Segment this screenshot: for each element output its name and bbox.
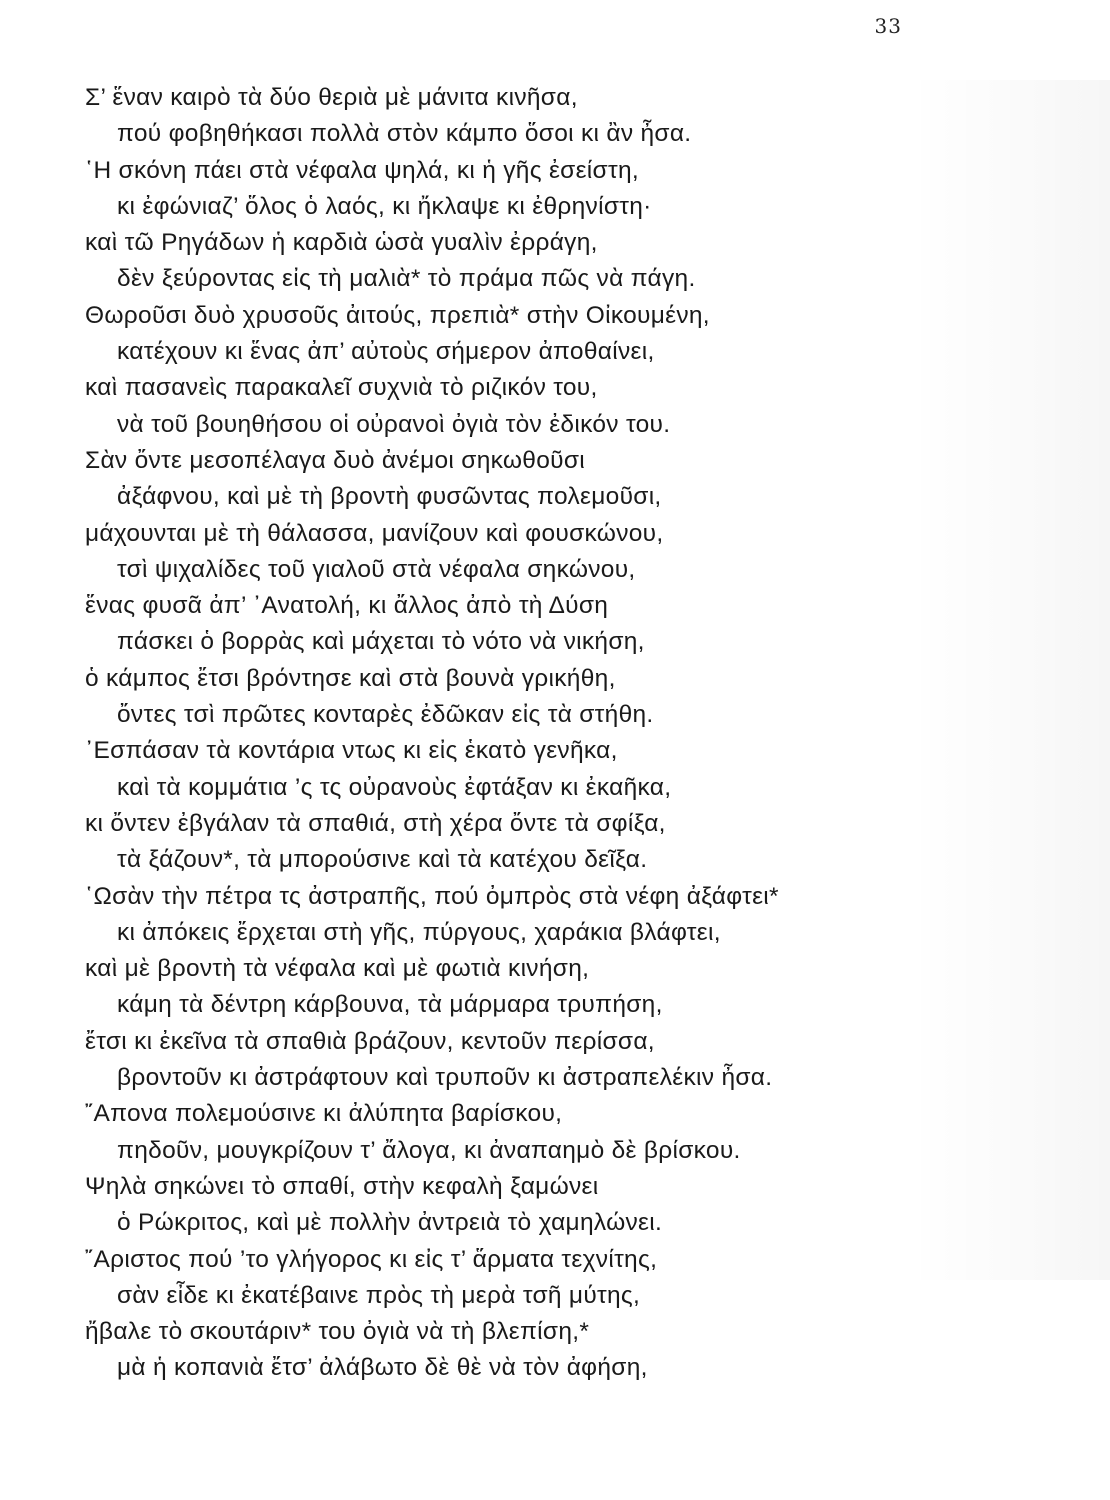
verse-line: ἔτσι κι ἐκεῖνα τὰ σπαθιὰ βράζουν, κεντοῦν περίσσα, [85,1027,655,1055]
verse-line: ῾Ωσὰν τὴν πέτρα τς ἀστραπῆς, πού ὀμπρὸς στὰ νέφη ἀξάφτει* [85,882,779,910]
verse-line: κι ἀπόκεις ἔρχεται στὴ γῆς, πύργους, χαράκια βλάφτει, [117,918,721,946]
verse-line: τσὶ ψιχαλίδες τοῦ γιαλοῦ στὰ νέφαλα σηκώνου, [117,555,636,583]
verse-line: νὰ τοῦ βουηθήσου οἱ οὐρανοὶ ὀγιὰ τὸν ἐδικόν του. [117,410,671,438]
verse-line: Θωροῦσι δυὸ χρυσοῦς ἀιτούς, πρεπιὰ* στὴν Οἰκουμένη, [85,301,710,329]
verse-line: ᾿Εσπάσαν τὰ κοντάρια ντως κι εἰς ἑκατὸ γενῆκα, [85,737,618,765]
verse-line: πού φοβηθήκασι πολλὰ στὸν κάμπο ὅσοι κι ἂν ἦσα. [117,120,692,148]
verse-line: ῾Η σκόνη πάει στὰ νέφαλα ψηλά, κι ἡ γῆς ἐσείστη, [85,156,639,184]
verse-line: ὁ κάμπος ἔτσι βρόντησε καὶ στὰ βουνὰ γρικήθη, [85,664,616,692]
verse-line: κατέχουν κι ἕνας ἀπ’ αὐτοὺς σήμερον ἀποθαίνει, [117,338,655,366]
verse-line: Ψηλὰ σηκώνει τὸ σπαθί, στὴν κεφαλὴ ξαμώνει [85,1172,599,1200]
verse-line: ῎Απονα πολεμούσινε κι ἀλύπητα βαρίσκου, [85,1100,563,1128]
verse-line: ὁ Ρώκριτος, καὶ μὲ πολλὴν ἀντρειὰ τὸ χαμηλώνει. [117,1209,663,1237]
verse-line: κι ἐφώνιαζ’ ὅλος ὁ λαός, κι ἤκλαψε κι ἐθρηνίστη· [117,192,652,220]
verse-line: κάμη τὰ δέντρη κάρβουνα, τὰ μάρμαρα τρυπήση, [117,991,663,1019]
verse-line: τὰ ξάζουν*, τὰ μπορούσινε καὶ τὰ κατέχου δεῖξα. [117,846,648,874]
verse-line: σὰν εἶδε κι ἐκατέβαινε πρὸς τὴ μερὰ τσῆ μύτης, [117,1281,641,1309]
verse-line: ἀξάφνου, καὶ μὲ τὴ βροντὴ φυσῶντας πολεμοῦσι, [117,483,662,511]
verse-line: βροντοῦν κι ἀστράφτουν καὶ τρυποῦν κι ἀστραπελέκιν ἦσα. [117,1064,773,1092]
verse-line: ἤβαλε τὸ σκουτάριν* του ὀγιὰ νὰ τὴ βλεπίση,* [85,1318,590,1346]
verse-line: καὶ μὲ βροντὴ τὰ νέφαλα καὶ μὲ φωτιὰ κινήση, [85,955,590,983]
verse-line: Σ’ ἕναν καιρὸ τὰ δύο θεριὰ μὲ μάνιτα κινῆσα, [85,84,578,111]
verse-line: ῎Αριστος πού ’το γλήγορος κι εἰς τ’ ἅρματα τεχνίτης, [85,1245,658,1273]
verse-line: Σὰν ὄντε μεσοπέλαγα δυὸ ἀνέμοι σηκωθοῦσι [85,446,586,474]
verse-line: πάσκει ὁ βορρὰς καὶ μάχεται τὸ νότο νὰ νικήση, [117,628,645,656]
verse-line: ὄντες τσὶ πρῶτες κονταρὲς ἐδῶκαν εἰς τὰ στήθη. [117,701,654,729]
verse-line: ἕνας φυσᾶ ἀπ’ ᾿Ανατολή, κι ἄλλος ἀπὸ τὴ Δύση [85,592,609,620]
page-number: 33 [874,14,902,38]
verse-line: πηδοῦν, μουγκρίζουν τ’ ἄλογα, κι ἀναπαημὸ δὲ βρίσκου. [117,1136,741,1164]
poem-text [85,80,1085,1387]
verse-line: μὰ ἡ κοπανιὰ ἔτσ’ ἀλάβωτο δὲ θὲ νὰ τὸν ἀφήση, [117,1354,648,1382]
verse-line: καὶ τῶ Ρηγάδων ἡ καρδιὰ ὡσὰ γυαλὶν ἐρράγη, [85,229,598,257]
verse-line: κι ὄντεν ἐβγάλαν τὰ σπαθιά, στὴ χέρα ὄντε τὰ σφίξα, [85,809,666,837]
verse-line: μάχουνται μὲ τὴ θάλασσα, μανίζουν καὶ φουσκώνου, [85,519,664,547]
verse-line: καὶ τὰ κομμάτια ’ς τς οὐρανοὺς ἐφτάξαν κι ἐκαῆκα, [117,773,672,801]
verse-line: δὲν ξεύροντας εἰς τὴ μαλιὰ* τὸ πράμα πῶς νὰ πάγη. [117,265,696,293]
verse-line: καὶ πασανεὶς παρακαλεῖ συχνιὰ τὸ ριζικόν του, [85,374,598,402]
